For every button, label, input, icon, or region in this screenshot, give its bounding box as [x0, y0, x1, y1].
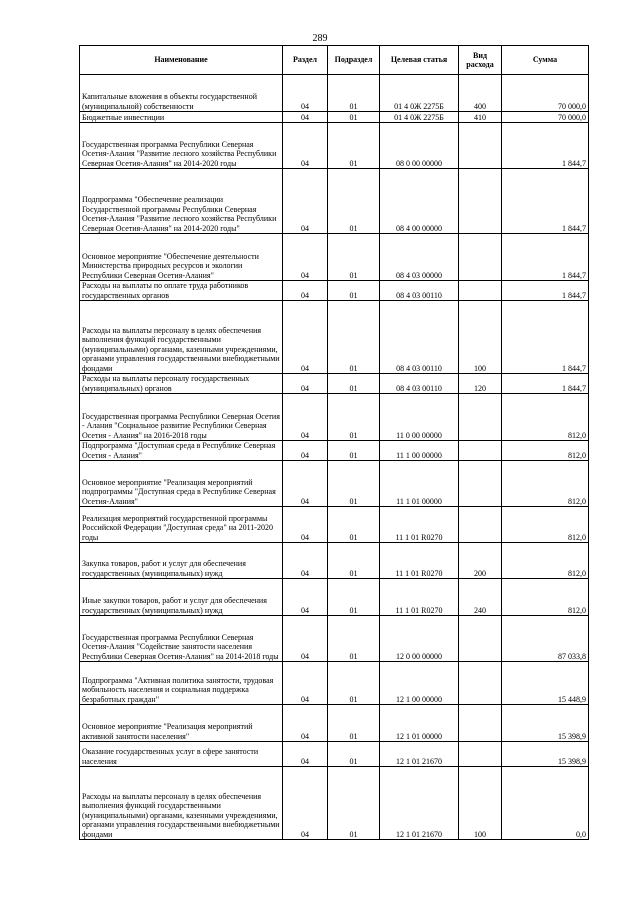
- cell-subsection: 01: [328, 112, 380, 123]
- cell-subsection: 01: [328, 662, 380, 705]
- table-row: [80, 234, 589, 281]
- cell-sum: 1 844,7: [502, 234, 589, 281]
- cell-section: 04: [283, 461, 328, 507]
- cell-section: 04: [283, 507, 328, 543]
- cell-subsection: 01: [328, 705, 380, 742]
- cell-target: 08 4 03 00110: [380, 301, 459, 374]
- cell-subsection: 01: [328, 123, 380, 169]
- cell-type: [459, 234, 502, 281]
- cell-subsection: 01: [328, 507, 380, 543]
- cell-target: 11 0 00 00000: [380, 394, 459, 441]
- cell-target: 08 0 00 00000: [380, 123, 459, 169]
- cell-subsection: 01: [328, 579, 380, 616]
- cell-name: Оказание государственных услуг в сфере занятости населения: [80, 742, 283, 767]
- table-row: [80, 461, 589, 507]
- cell-type: 100: [459, 767, 502, 840]
- table-row: [80, 123, 589, 169]
- cell-section: 04: [283, 301, 328, 374]
- cell-name: Государственная программа Республики Северная Осетия-Алания "Содействие занятости населения Республики Северная Осетия-Алания" на 2014-2018 годы: [80, 616, 283, 662]
- cell-section: 04: [283, 75, 328, 112]
- cell-sum: 812,0: [502, 507, 589, 543]
- cell-target: 08 4 00 00000: [380, 169, 459, 234]
- cell-sum: 70 000,0: [502, 75, 589, 112]
- cell-subsection: 01: [328, 281, 380, 301]
- cell-section: 04: [283, 543, 328, 579]
- cell-name: Государственная программа Республики Северная Осетия-Алания "Развитие лесного хозяйства Республики Северная Осетия-Алания" на 2014-2020 годы: [80, 123, 283, 169]
- cell-type: 120: [459, 374, 502, 394]
- cell-section: 04: [283, 742, 328, 767]
- cell-section: 04: [283, 662, 328, 705]
- cell-type: [459, 123, 502, 169]
- cell-name: Государственная программа Республики Северная Осетия - Алания "Социальное развитие Республики Северная Осетия - Алания" на 2016-2018 годы: [80, 394, 283, 441]
- cell-subsection: 01: [328, 767, 380, 840]
- header-sum: Сумма: [502, 46, 589, 75]
- cell-target: 08 4 03 00000: [380, 234, 459, 281]
- cell-sum: 1 844,7: [502, 169, 589, 234]
- table-row: [80, 662, 589, 705]
- cell-type: [459, 662, 502, 705]
- cell-subsection: 01: [328, 394, 380, 441]
- cell-type: [459, 169, 502, 234]
- cell-section: 04: [283, 394, 328, 441]
- cell-sum: 812,0: [502, 394, 589, 441]
- cell-section: 04: [283, 767, 328, 840]
- cell-sum: 70 000,0: [502, 112, 589, 123]
- cell-type: [459, 705, 502, 742]
- cell-target: 11 1 01 R0270: [380, 579, 459, 616]
- cell-name: Расходы на выплаты персоналу в целях обеспечения выполнения функций государственными (муниципальными) органами, казенными учреждениями, органами управления государственными внебюджетными фондами: [80, 767, 283, 840]
- cell-name: Подпрограмма "Активная политика занятости, трудовая мобильность населения и социальная поддержка безработных граждан": [80, 662, 283, 705]
- cell-section: 04: [283, 705, 328, 742]
- cell-type: [459, 441, 502, 461]
- table-header-row: [80, 46, 589, 75]
- cell-name: Иные закупки товаров, работ и услуг для обеспечения государственных (муниципальных) нужд: [80, 579, 283, 616]
- cell-target: 11 1 01 R0270: [380, 543, 459, 579]
- table-row: [80, 767, 589, 840]
- cell-target: 12 1 01 21670: [380, 767, 459, 840]
- cell-sum: 812,0: [502, 441, 589, 461]
- table-row: [80, 507, 589, 543]
- cell-target: 12 1 00 00000: [380, 662, 459, 705]
- cell-name: Закупка товаров, работ и услуг для обеспечения государственных (муниципальных) нужд: [80, 543, 283, 579]
- cell-subsection: 01: [328, 543, 380, 579]
- cell-sum: 1 844,7: [502, 374, 589, 394]
- table-row: [80, 394, 589, 441]
- cell-type: [459, 507, 502, 543]
- cell-sum: 812,0: [502, 461, 589, 507]
- table-row: [80, 543, 589, 579]
- cell-target: 12 1 01 21670: [380, 742, 459, 767]
- cell-name: Основное мероприятие "Реализация мероприятий активной занятости населения": [80, 705, 283, 742]
- cell-section: 04: [283, 123, 328, 169]
- cell-target: 12 1 01 00000: [380, 705, 459, 742]
- cell-name: Основное мероприятие "Обеспечение деятельности Министерства природных ресурсов и экологии Республики Северная Осетия-Алания": [80, 234, 283, 281]
- cell-name: Бюджетные инвестиции: [80, 112, 283, 123]
- cell-sum: 87 033,8: [502, 616, 589, 662]
- cell-subsection: 01: [328, 461, 380, 507]
- cell-subsection: 01: [328, 616, 380, 662]
- cell-type: [459, 461, 502, 507]
- cell-section: 04: [283, 281, 328, 301]
- cell-name: Реализация мероприятий государственной программы Российской Федерации "Доступная среда" на 2011-2020 годы: [80, 507, 283, 543]
- header-name: Наименование: [80, 46, 283, 75]
- cell-subsection: 01: [328, 441, 380, 461]
- cell-subsection: 01: [328, 75, 380, 112]
- table-row: [80, 441, 589, 461]
- cell-section: 04: [283, 112, 328, 123]
- cell-sum: 1 844,7: [502, 301, 589, 374]
- table-row: [80, 374, 589, 394]
- cell-section: 04: [283, 169, 328, 234]
- cell-target: 11 1 01 00000: [380, 461, 459, 507]
- cell-section: 04: [283, 234, 328, 281]
- cell-subsection: 01: [328, 374, 380, 394]
- table-row: [80, 616, 589, 662]
- cell-section: 04: [283, 579, 328, 616]
- cell-subsection: 01: [328, 169, 380, 234]
- cell-type: [459, 616, 502, 662]
- cell-type: [459, 281, 502, 301]
- cell-sum: 1 844,7: [502, 123, 589, 169]
- cell-sum: 15 398,9: [502, 742, 589, 767]
- cell-name: Расходы на выплаты персоналу государственных (муниципальных) органов: [80, 374, 283, 394]
- header-type: Вид расхода: [459, 46, 502, 75]
- header-section: Раздел: [283, 46, 328, 75]
- cell-name: Подпрограмма "Доступная среда в Республике Северная Осетия - Алания": [80, 441, 283, 461]
- cell-subsection: 01: [328, 742, 380, 767]
- cell-target: 08 4 03 00110: [380, 281, 459, 301]
- cell-type: 240: [459, 579, 502, 616]
- cell-type: 410: [459, 112, 502, 123]
- cell-section: 04: [283, 441, 328, 461]
- cell-sum: 0,0: [502, 767, 589, 840]
- table-row: [80, 281, 589, 301]
- cell-subsection: 01: [328, 234, 380, 281]
- cell-sum: 1 844,7: [502, 281, 589, 301]
- cell-section: 04: [283, 616, 328, 662]
- cell-sum: 15 398,9: [502, 705, 589, 742]
- table-row: [80, 112, 589, 123]
- cell-target: 08 4 03 00110: [380, 374, 459, 394]
- cell-type: 200: [459, 543, 502, 579]
- table-body: [80, 75, 589, 840]
- table-row: [80, 742, 589, 767]
- cell-target: 12 0 00 00000: [380, 616, 459, 662]
- header-subsection: Подраздел: [328, 46, 380, 75]
- cell-name: Расходы на выплаты персоналу в целях обеспечения выполнения функций государственными (муниципальными) органами, казенными учреждениями, органами управления государственными внебюджетными фондами: [80, 301, 283, 374]
- table-row: [80, 75, 589, 112]
- cell-sum: 15 448,9: [502, 662, 589, 705]
- table-row: [80, 705, 589, 742]
- cell-target: 01 4 0Ж 2275Б: [380, 75, 459, 112]
- cell-type: 100: [459, 301, 502, 374]
- cell-subsection: 01: [328, 301, 380, 374]
- cell-type: [459, 394, 502, 441]
- cell-name: Подпрограмма "Обеспечение реализации Государственной программы Республики Северная Осетия-Алания "Развитие лесного хозяйства Республики Северная Осетия-Алания" на 2014-2020 годы": [80, 169, 283, 234]
- cell-section: 04: [283, 374, 328, 394]
- cell-target: 01 4 0Ж 2275Б: [380, 112, 459, 123]
- cell-sum: 812,0: [502, 579, 589, 616]
- cell-name: Капитальные вложения в объекты государственной (муниципальной) собственности: [80, 75, 283, 112]
- table-row: [80, 169, 589, 234]
- table-row: [80, 301, 589, 374]
- cell-sum: 812,0: [502, 543, 589, 579]
- cell-type: 400: [459, 75, 502, 112]
- cell-name: Расходы на выплаты по оплате труда работников государственных органов: [80, 281, 283, 301]
- budget-table: [79, 45, 589, 840]
- cell-type: [459, 742, 502, 767]
- table-row: [80, 579, 589, 616]
- cell-target: 11 1 00 00000: [380, 441, 459, 461]
- header-target: Целевая статья: [380, 46, 459, 75]
- page-number: 289: [312, 33, 328, 44]
- cell-target: 11 1 01 R0270: [380, 507, 459, 543]
- cell-name: Основное мероприятие "Реализация мероприятий подпрограммы "Доступная среда в Республике Северная Осетия-Алания": [80, 461, 283, 507]
